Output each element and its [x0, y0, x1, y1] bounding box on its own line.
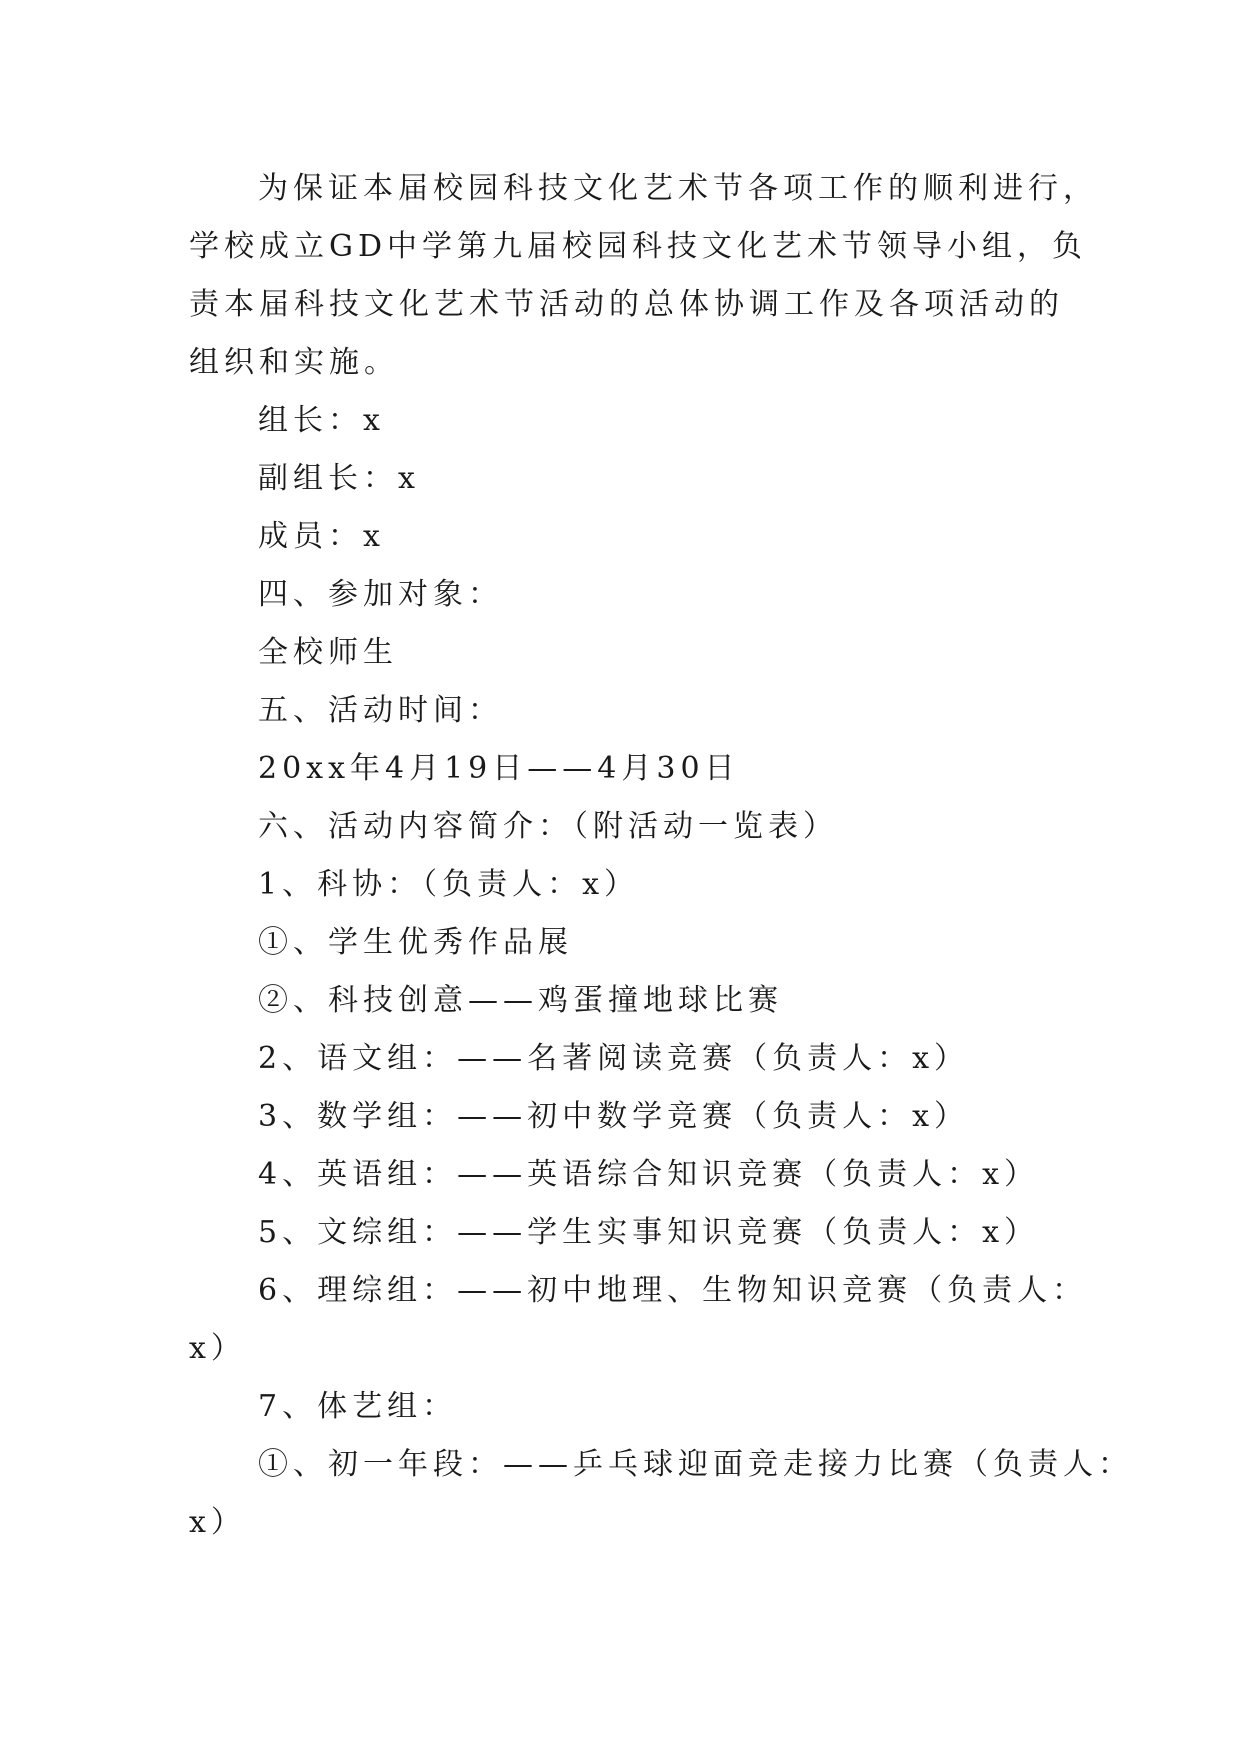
paragraph-intro-line-4: 组织和实施。 — [189, 345, 399, 380]
document-body — [189, 160, 1133, 1552]
paragraph-intro-line-2: 学校成立GD中学第九届校园科技文化艺术节领导小组，负 — [189, 229, 1088, 264]
list-item: 3、数学组：——初中数学竞赛（负责人：x） — [258, 1099, 970, 1134]
paragraph-intro-line-1: 为保证本届校园科技文化艺术节各项工作的顺利进行， — [258, 171, 1098, 206]
section-heading-content: 六、活动内容简介：（附活动一览表） — [258, 809, 838, 844]
list-item: 5、文综组：——学生实事知识竞赛（负责人：x） — [258, 1215, 1040, 1250]
section-heading-participants: 四、参加对象： — [258, 577, 503, 612]
activity-time-line: 20xx年4月19日——4月30日 — [258, 751, 740, 786]
leader-line: 组长：x — [258, 403, 385, 438]
list-item: 1、科协：（负责人：x） — [258, 867, 640, 902]
paragraph-intro-line-3: 责本届科技文化艺术节活动的总体协调工作及各项活动的 — [189, 287, 1064, 322]
list-item-continuation: x） — [189, 1331, 246, 1366]
participants-line: 全校师生 — [258, 635, 398, 670]
section-heading-time: 五、活动时间： — [258, 693, 503, 728]
list-item: 6、理综组：——初中地理、生物知识竞赛（负责人： — [258, 1273, 1088, 1308]
list-item: ②、科技创意——鸡蛋撞地球比赛 — [258, 983, 783, 1018]
list-item: 4、英语组：——英语综合知识竞赛（负责人：x） — [258, 1157, 1040, 1192]
list-item: ①、初一年段：——乒乓球迎面竞走接力比赛（负责人： — [258, 1447, 1133, 1482]
deputy-leader-line: 副组长：x — [258, 461, 420, 496]
list-item: 7、体艺组： — [258, 1389, 458, 1424]
list-item-continuation: x） — [189, 1505, 246, 1540]
list-item: ①、学生优秀作品展 — [258, 925, 573, 960]
members-line: 成员：x — [258, 519, 385, 554]
list-item: 2、语文组：——名著阅读竞赛（负责人：x） — [258, 1041, 970, 1076]
